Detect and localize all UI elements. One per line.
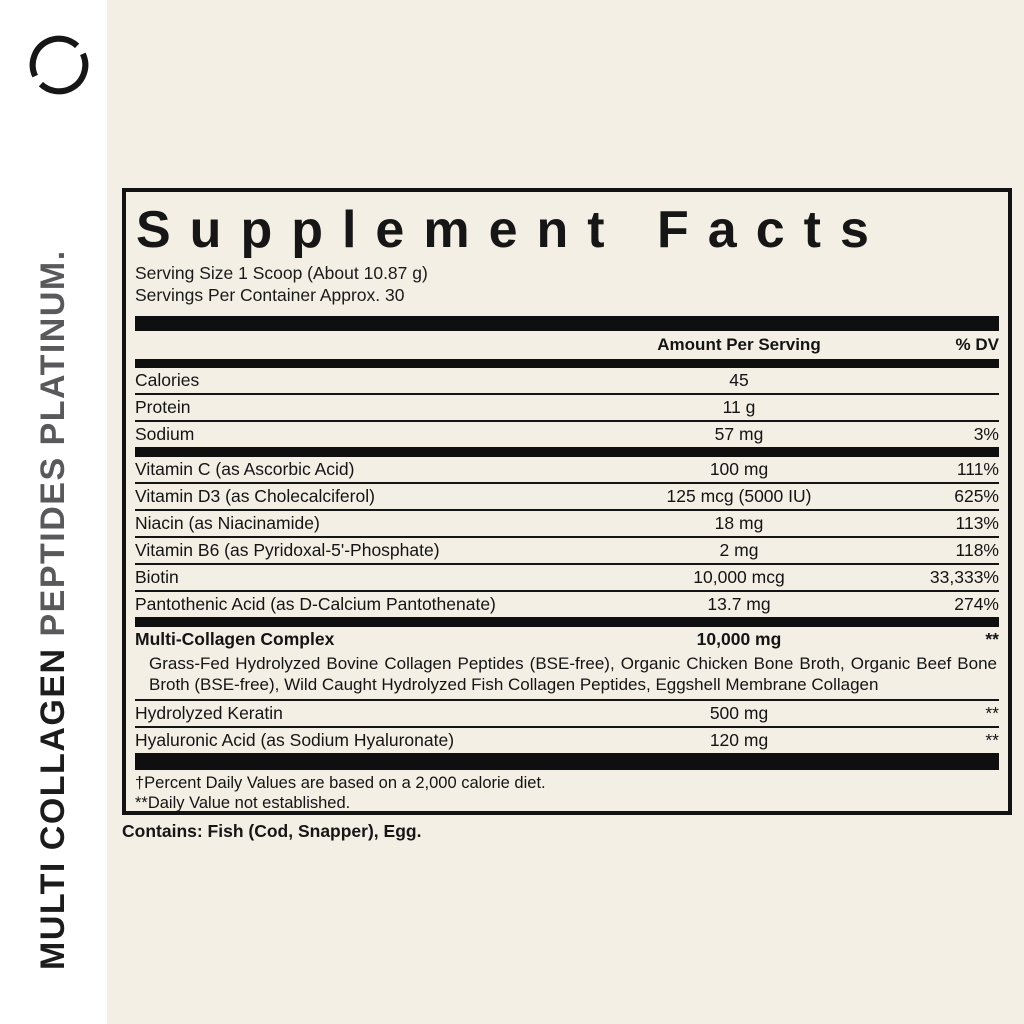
nutrient-name: Hyaluronic Acid (as Sodium Hyaluronate) [135, 730, 455, 750]
nutrient-row [135, 395, 999, 420]
nutrient-amount: 120 mg [709, 730, 769, 750]
nutrient-amount: 125 mcg (5000 IU) [666, 486, 812, 506]
nutrient-name: Vitamin B6 (as Pyridoxal-5'-Phosphate) [135, 540, 440, 560]
supplement-facts-title: Supplement Facts [136, 201, 888, 259]
footnotes [135, 770, 999, 813]
nutrient-row [135, 565, 999, 590]
nutrient-row [135, 728, 999, 753]
nutrient-row [135, 538, 999, 563]
divider-bar-medium [135, 359, 999, 368]
footnote-dv-not-established: **Daily Value not established. [135, 794, 351, 812]
servings-per-container: Servings Per Container Approx. 30 [135, 285, 405, 305]
header-amount-per-serving: Amount Per Serving [657, 335, 821, 354]
nutrient-amount: 13.7 mg [707, 594, 771, 614]
product-name-secondary: PEPTIDES PLATINUM. [34, 249, 72, 637]
table-header-row [135, 331, 999, 359]
nutrient-dv: 625% [954, 486, 999, 506]
nutrient-dv: 113% [955, 513, 999, 533]
nutrient-name: Protein [135, 397, 191, 417]
header-percent-dv: % DV [955, 335, 999, 354]
nutrient-dv: 111% [956, 459, 999, 479]
broken-circle-logo-icon [28, 34, 90, 96]
nutrient-row [135, 422, 999, 447]
nutrient-row [135, 592, 999, 617]
product-name-primary: MULTI COLLAGEN [34, 636, 72, 970]
vitamin-rows-section [135, 457, 999, 617]
nutrient-name: Biotin [135, 567, 179, 587]
brand-sidebar [0, 0, 107, 1024]
nutrient-dv: 274% [954, 594, 999, 614]
nutrient-row [135, 368, 999, 393]
nutrient-row [135, 457, 999, 482]
nutrient-amount: 100 mg [709, 459, 769, 479]
nutrient-name: Hydrolyzed Keratin [135, 703, 283, 723]
nutrient-dv: 33,333% [929, 567, 999, 587]
product-name-vertical [34, 240, 73, 970]
allergen-contains-statement: Contains: Fish (Cod, Snapper), Egg. [122, 821, 422, 841]
nutrient-amount: 500 mg [709, 703, 769, 723]
serving-size: Serving Size 1 Scoop (About 10.87 g) [135, 263, 428, 283]
blend-rows-section [135, 627, 999, 753]
nutrient-amount: 2 mg [719, 540, 759, 560]
nutrient-amount: 11 g [722, 397, 756, 417]
divider-bar-thick [135, 753, 999, 770]
nutrient-name: Vitamin D3 (as Cholecalciferol) [135, 486, 375, 506]
nutrient-name: Niacin (as Niacinamide) [135, 513, 320, 533]
nutrient-name: Calories [135, 370, 200, 390]
nutrient-name: Pantothenic Acid (as D-Calcium Pantothenate) [135, 594, 496, 614]
nutrient-amount: 18 mg [714, 513, 764, 533]
divider-bar-thick [135, 316, 999, 331]
nutrient-row [135, 484, 999, 509]
footnote-daily-values: †Percent Daily Values are based on a 2,000 calorie diet. [135, 774, 546, 792]
nutrient-dv: 3% [973, 424, 999, 444]
nutrient-dv: ** [985, 703, 999, 723]
blend-ingredient-list: Grass-Fed Hydrolyzed Bovine Collagen Peptides (BSE-free), Organic Chicken Bone Broth, Organic Beef Bone Broth (BSE-free), Wild Caught Hydrolyzed Fish Collagen Peptides, Eggshell Membrane Collagen [149, 654, 997, 694]
nutrient-dv: 118% [955, 540, 999, 560]
nutrient-name: Multi-Collagen Complex [135, 629, 335, 649]
nutrient-amount: 57 mg [714, 424, 764, 444]
nutrient-dv: ** [985, 629, 999, 649]
supplement-facts-panel [122, 188, 1012, 815]
nutrient-row [135, 627, 999, 652]
nutrient-name: Sodium [135, 424, 195, 444]
divider-bar-medium [135, 617, 999, 627]
nutrient-amount: 10,000 mcg [693, 567, 785, 587]
nutrient-amount: 10,000 mg [696, 629, 782, 649]
divider-bar-medium [135, 447, 999, 457]
nutrient-name: Vitamin C (as Ascorbic Acid) [135, 459, 355, 479]
nutrient-row [135, 701, 999, 726]
macro-rows-section [135, 368, 999, 447]
nutrient-amount: 45 [729, 370, 749, 390]
nutrient-row [135, 511, 999, 536]
nutrient-dv: ** [985, 730, 999, 750]
